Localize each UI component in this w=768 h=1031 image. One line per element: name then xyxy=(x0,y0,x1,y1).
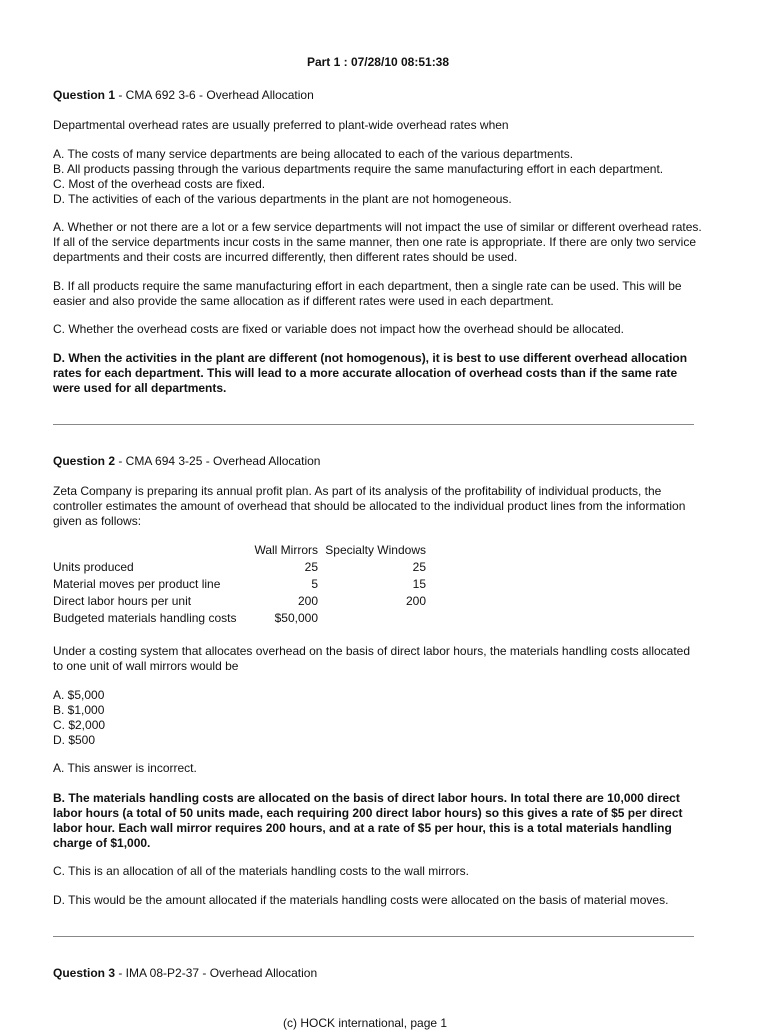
question-2-option-d: D. $500 xyxy=(53,733,96,747)
question-2-label: Question 2 xyxy=(53,454,116,468)
question-1-label: Question 1 xyxy=(53,88,116,102)
question-2-option-c: C. $2,000 xyxy=(53,718,106,732)
table-cell: $50,000 xyxy=(274,611,318,625)
question-1-correct-answer: D. When the activities in the plant are different (not homogenous), it is best to use different overhead allocation rates for each department. This will lead to a more accurate allocation of overhead costs than if the same rate were used for all departments. xyxy=(53,351,688,395)
question-2-explanation-a: A. This answer is incorrect. xyxy=(53,761,197,775)
question-1-option-a: A. The costs of many service departments are being allocated to each of the various departments. xyxy=(53,147,574,161)
question-1-option-c: C. Most of the overhead costs are fixed. xyxy=(53,177,266,191)
question-2-options xyxy=(53,688,703,748)
divider xyxy=(53,424,694,425)
table-cell: Budgeted materials handling costs xyxy=(53,611,237,625)
question-2-data-table-wrap xyxy=(53,542,703,627)
question-3-source: - IMA 08-P2-37 - Overhead Allocation xyxy=(115,966,318,980)
question-1-explanation-a: A. Whether or not there are a lot or a few service departments will not impact the use of similar or different overhead rates. If all of the service departments incur costs in the same manner, then one rate is appropriate. If there are only two service departments and their costs are incurred differently, then different rates should be used. xyxy=(53,220,702,264)
question-1-title xyxy=(53,88,703,103)
table-cell: 200 xyxy=(297,594,318,608)
question-2-explanation-d: D. This would be the amount allocated if the materials handling costs were allocated on the basis of material moves. xyxy=(53,893,669,907)
table-cell: Direct labor hours per unit xyxy=(53,594,192,608)
table-header-cell: Wall Mirrors xyxy=(254,543,318,557)
table-row xyxy=(53,593,426,610)
question-1-explanation-b: B. If all products require the same manufacturing effort in each department, then a single rate can be used. This will be easier and also provide the same allocation as if different rates were used in each department. xyxy=(53,279,682,308)
table-cell: 25 xyxy=(304,560,318,574)
question-2-source: - CMA 694 3-25 - Overhead Allocation xyxy=(115,454,321,468)
page-footer: (c) HOCK international, page 1 xyxy=(283,1016,448,1030)
table-row xyxy=(53,559,426,576)
divider xyxy=(53,936,694,937)
question-3-title xyxy=(53,966,703,981)
table-header-cell: Specialty Windows xyxy=(325,543,426,557)
question-2-intro: Zeta Company is preparing its annual profit plan. As part of its analysis of the profitability of individual products, the controller estimates the amount of overhead that should be allocated to the individual product lines from the information given as follows: xyxy=(53,484,686,528)
table-header-cell xyxy=(53,542,248,559)
question-2-explanation-c: C. This is an allocation of all of the materials handling costs to the wall mirrors. xyxy=(53,864,469,878)
table-cell: 15 xyxy=(412,577,426,591)
question-2-data-table xyxy=(53,542,426,627)
question-2-correct-answer: B. The materials handling costs are allocated on the basis of direct labor hours. In total there are 10,000 direct labor hours (a total of 50 units made, each requiring 200 direct labor hours) so this gives a rate of $5 per direct labor hour. Each wall mirror requires 200 hours, and at a rate of $5 per hour, this is a total materials handling charge of $1,000. xyxy=(53,791,683,850)
table-cell: 200 xyxy=(405,594,426,608)
table-cell: Material moves per product line xyxy=(53,577,221,591)
question-1-stem: Departmental overhead rates are usually preferred to plant-wide overhead rates when xyxy=(53,118,509,132)
question-1-source: - CMA 692 3-6 - Overhead Allocation xyxy=(115,88,314,102)
question-2-option-a: A. $5,000 xyxy=(53,688,105,702)
question-2-option-b: B. $1,000 xyxy=(53,703,105,717)
question-1-options xyxy=(53,147,703,207)
table-row xyxy=(53,576,426,593)
question-1-explanation-c: C. Whether the overhead costs are fixed or variable does not impact how the overhead should be allocated. xyxy=(53,322,625,336)
question-1-option-d: D. The activities of each of the various departments in the plant are not homogeneous. xyxy=(53,192,512,206)
question-3-label: Question 3 xyxy=(53,966,116,980)
table-cell: 25 xyxy=(412,560,426,574)
question-2-title xyxy=(53,454,703,469)
table-cell xyxy=(318,610,426,627)
page-header: Part 1 : 07/28/10 08:51:38 xyxy=(306,55,450,69)
table-header-row xyxy=(53,542,426,559)
table-row xyxy=(53,610,426,627)
table-cell: 5 xyxy=(311,577,318,591)
question-1-option-b: B. All products passing through the various departments require the same manufacturing effort in each department. xyxy=(53,162,664,176)
question-2-stem: Under a costing system that allocates overhead on the basis of direct labor hours, the materials handling costs allocated to one unit of wall mirrors would be xyxy=(53,644,691,673)
table-cell: Units produced xyxy=(53,560,134,574)
